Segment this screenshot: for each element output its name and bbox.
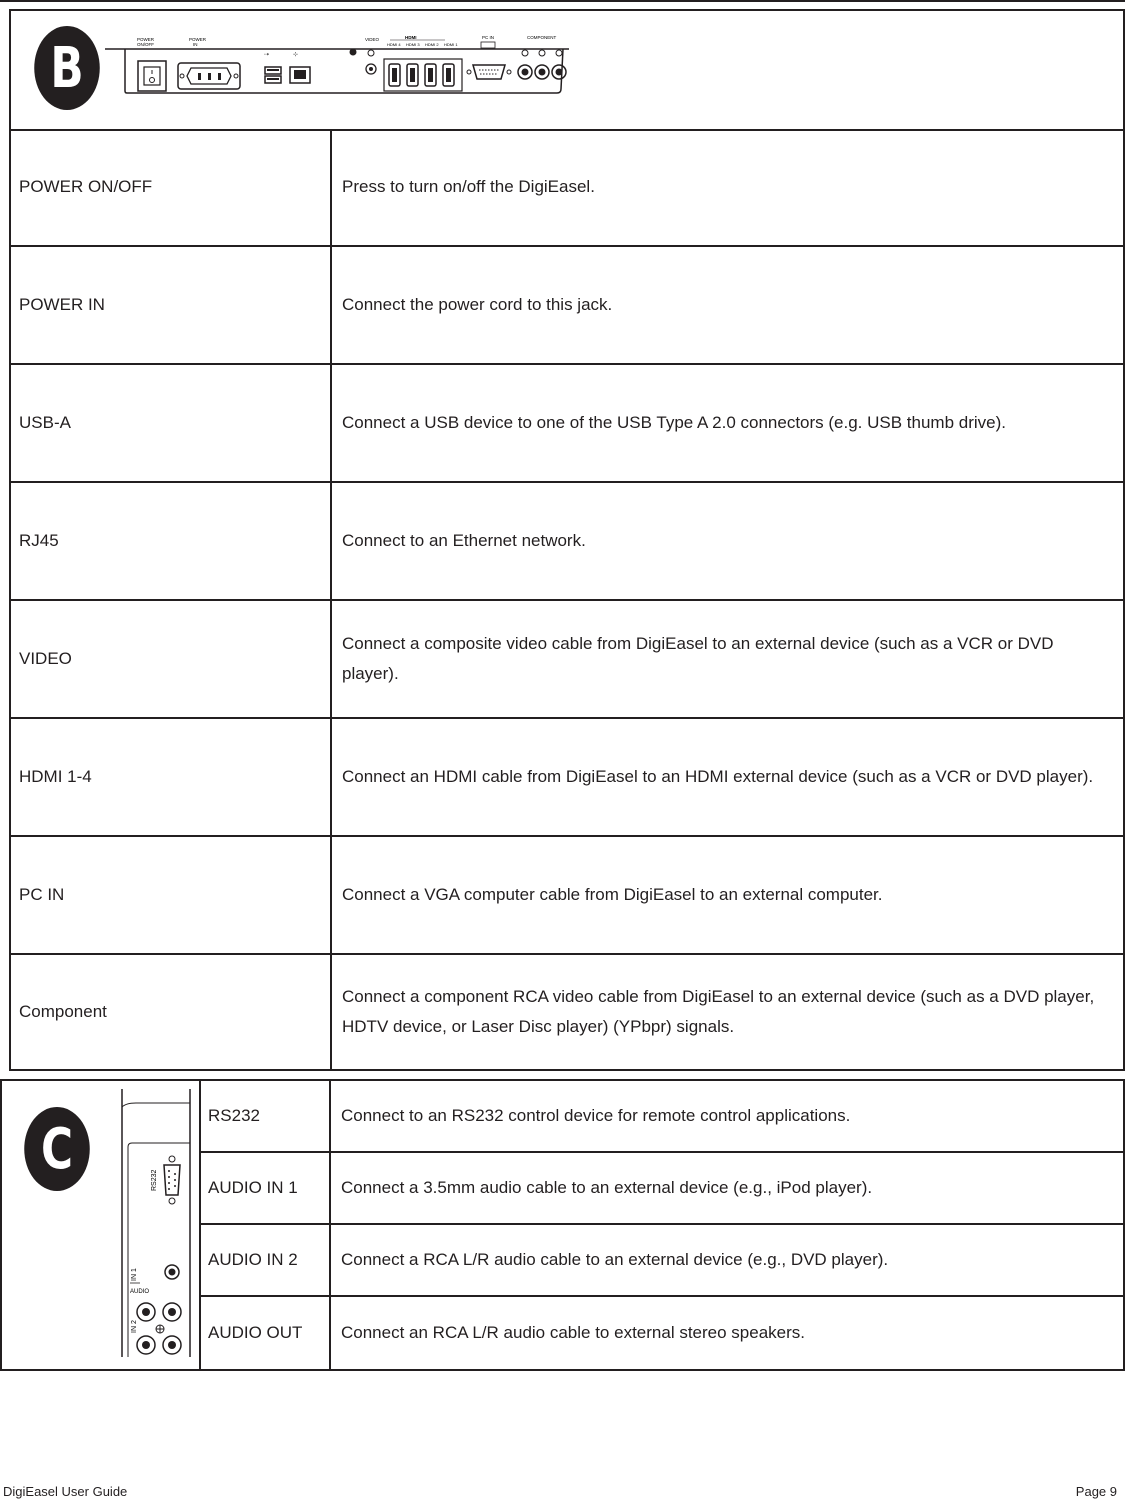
connector-description: Connect an HDMI cable from DigiEasel to an HDMI external device (such as a VCR or DVD player). [342, 767, 1094, 786]
vga-port-icon [467, 42, 511, 79]
connector-name: AUDIO OUT [201, 1297, 331, 1369]
table-row [201, 1297, 1123, 1369]
table-row [11, 483, 1123, 601]
svg-text:⊹: ⊹ [293, 52, 299, 58]
section-badge-c: C [24, 1107, 90, 1191]
connector-name: POWER ON/OFF [11, 129, 332, 245]
connector-name: AUDIO IN 1 [201, 1153, 331, 1223]
connector-name: VIDEO [11, 601, 332, 717]
rj45-port-icon [290, 51, 310, 83]
rear-panel-diagram-b [105, 31, 585, 101]
table-row [201, 1153, 1123, 1225]
rs232-port-icon [164, 1156, 180, 1204]
audio-rca-jacks-icon [137, 1303, 181, 1354]
table-b-header [11, 11, 1123, 131]
table-row [201, 1225, 1123, 1297]
table-row [11, 719, 1123, 837]
label-hdmi1: HDMI 1 [444, 42, 458, 47]
label-pc-in: PC IN [482, 35, 495, 40]
table-row [201, 1081, 1123, 1153]
table-c-image-cell [2, 1081, 201, 1369]
connector-name: AUDIO IN 2 [201, 1225, 331, 1295]
label-power-in-1: POWER [189, 37, 207, 42]
label-rs232: RS232 [151, 1169, 158, 1191]
label-hdmi3: HDMI 3 [406, 42, 420, 47]
svg-text:⇢: ⇢ [264, 52, 270, 58]
label-power-in-2: IN [193, 42, 198, 47]
label-audio: AUDIO [130, 1289, 150, 1295]
usb-ports-icon [264, 52, 281, 83]
connector-description: Press to turn on/off the DigiEasel. [342, 177, 595, 196]
connector-description: Connect a composite video cable from DigiEasel to an external device (such as a VCR or DVD player). [342, 634, 1054, 683]
connector-name: POWER IN [11, 247, 332, 363]
footer-document-title: DigiEasel User Guide [3, 1484, 128, 1499]
table-row [11, 365, 1123, 483]
connector-description: Connect a RCA L/R audio cable to an external device (e.g., DVD player). [341, 1250, 889, 1269]
connector-table-b [9, 9, 1125, 1071]
connector-description: Connect a 3.5mm audio cable to an external device (e.g., iPod player). [341, 1178, 873, 1197]
connector-description: Connect a component RCA video cable from DigiEasel to an external device (such as a DVD player, HDTV device, or Laser Disc player) (YPbpr) signals. [342, 987, 1095, 1036]
audio-in1-jack-icon [165, 1265, 179, 1279]
connector-description: Connect a VGA computer cable from DigiEasel to an external computer. [342, 885, 883, 904]
label-hdmi4: HDMI 4 [387, 42, 401, 47]
label-power-onoff-1: POWER [137, 37, 155, 42]
component-jacks-icon [518, 50, 566, 79]
connector-description: Connect to an RS232 control device for remote control applications. [341, 1106, 851, 1125]
connector-name: RJ45 [11, 483, 332, 599]
connector-description: Connect a USB device to one of the USB Type A 2.0 connectors (e.g. USB thumb drive). [342, 413, 1006, 432]
connector-table-c [0, 1079, 1125, 1371]
table-row [11, 247, 1123, 365]
label-video: VIDEO [365, 37, 380, 42]
power-inlet-icon [178, 63, 240, 89]
connector-name: USB-A [11, 365, 332, 481]
connector-description: Connect an RCA L/R audio cable to external stereo speakers. [341, 1323, 805, 1342]
connector-description: Connect to an Ethernet network. [342, 531, 586, 550]
side-panel-diagram-c [116, 1087, 196, 1367]
table-row [11, 837, 1123, 955]
table-row [11, 601, 1123, 719]
label-in2: IN 2 [131, 1320, 138, 1333]
hdmi-ports-icon [384, 59, 462, 91]
video-jack-icon [350, 49, 377, 75]
table-row [11, 129, 1123, 247]
label-hdmi2: HDMI 2 [425, 42, 439, 47]
label-hdmi: HDMI [405, 35, 417, 40]
connector-name: HDMI 1-4 [11, 719, 332, 835]
top-rule [0, 0, 1125, 2]
label-in1: IN 1 [131, 1268, 138, 1281]
table-row [11, 955, 1123, 1069]
label-component: COMPONENT [527, 35, 557, 40]
connector-name: PC IN [11, 837, 332, 953]
connector-name: Component [11, 955, 332, 1069]
label-power-onoff-2: ON/OFF [137, 42, 154, 47]
footer-page-number: Page 9 [1075, 1484, 1117, 1499]
connector-name: RS232 [201, 1081, 331, 1151]
section-badge-b: B [34, 26, 100, 110]
power-switch-icon [138, 61, 166, 91]
connector-description: Connect the power cord to this jack. [342, 295, 613, 314]
